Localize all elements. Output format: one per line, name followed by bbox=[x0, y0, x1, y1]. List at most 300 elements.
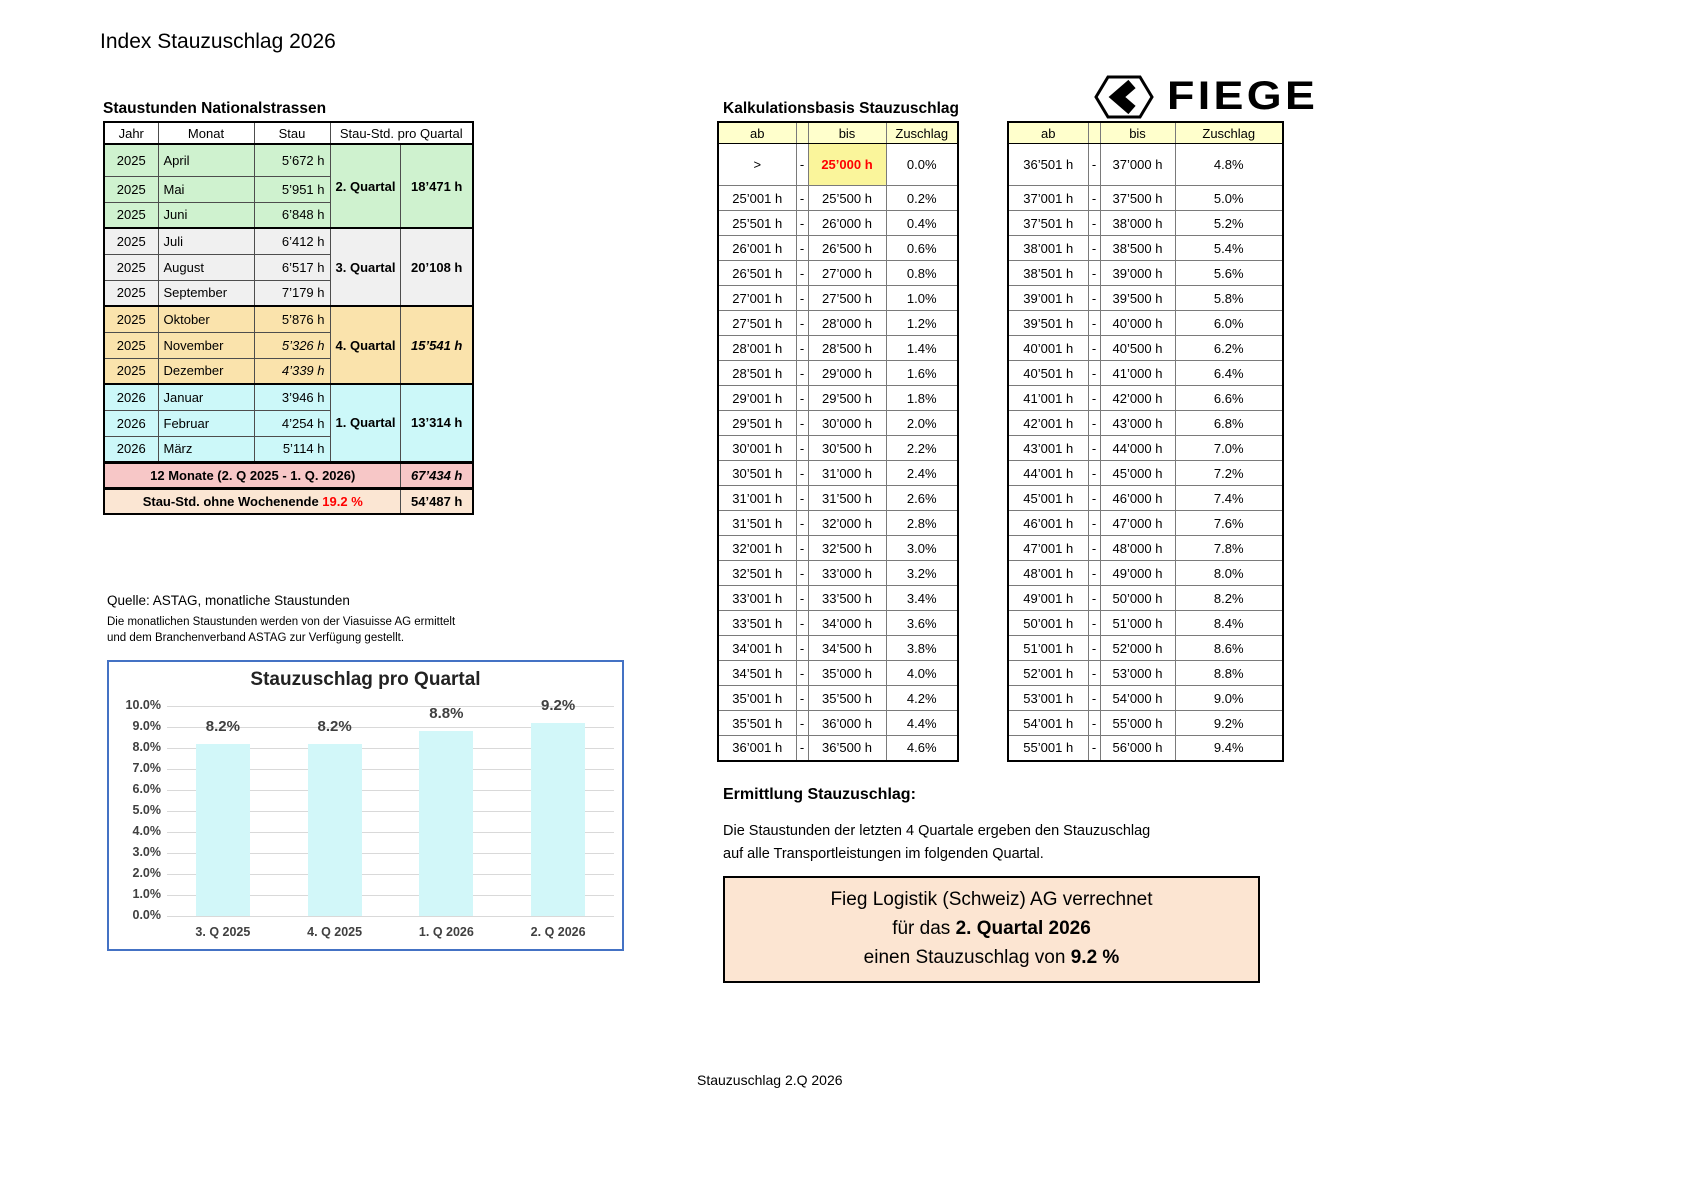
ab-cell: 31’501 h bbox=[718, 511, 796, 536]
ab-cell: 51’001 h bbox=[1008, 636, 1088, 661]
range-row bbox=[718, 686, 958, 711]
ab-cell: 54’001 h bbox=[1008, 711, 1088, 736]
bis-cell: 32’000 h bbox=[808, 511, 886, 536]
zuschlag-cell: 8.2% bbox=[1175, 586, 1283, 611]
range-row bbox=[718, 511, 958, 536]
bis-cell: 38’000 h bbox=[1100, 211, 1175, 236]
quarter-label-cell: 3. Quartal bbox=[330, 228, 401, 306]
dash-cell: - bbox=[1088, 286, 1100, 311]
dash-cell: - bbox=[1088, 611, 1100, 636]
stau-value-cell: 7’179 h bbox=[254, 280, 330, 306]
bis-cell: 37’000 h bbox=[1100, 144, 1175, 186]
bis-cell: 51’000 h bbox=[1100, 611, 1175, 636]
range-row bbox=[718, 386, 958, 411]
ab-cell: 32’001 h bbox=[718, 536, 796, 561]
range-row bbox=[718, 661, 958, 686]
zuschlag-cell: 3.8% bbox=[886, 636, 958, 661]
zuschlag-cell: 9.0% bbox=[1175, 686, 1283, 711]
range-row bbox=[718, 411, 958, 436]
range-row bbox=[1008, 236, 1283, 261]
range-row bbox=[1008, 686, 1283, 711]
dash-cell: - bbox=[796, 361, 808, 386]
quarter-label-cell: 1. Quartal bbox=[330, 384, 401, 462]
bis-cell: 30’000 h bbox=[808, 411, 886, 436]
bis-cell: 47’000 h bbox=[1100, 511, 1175, 536]
month-row bbox=[104, 306, 473, 332]
dash-cell: - bbox=[796, 261, 808, 286]
bis-cell: 39’000 h bbox=[1100, 261, 1175, 286]
column-header bbox=[1088, 122, 1100, 144]
range-row bbox=[718, 561, 958, 586]
year-cell: 2025 bbox=[104, 332, 158, 358]
stau-value-cell: 5’114 h bbox=[254, 436, 330, 462]
summary-row bbox=[104, 462, 473, 488]
bis-cell: 33’500 h bbox=[808, 586, 886, 611]
year-cell: 2025 bbox=[104, 254, 158, 280]
bis-cell: 55’000 h bbox=[1100, 711, 1175, 736]
range-row bbox=[718, 186, 958, 211]
verrechnung-line bbox=[725, 914, 1258, 943]
month-row bbox=[104, 228, 473, 254]
range-row bbox=[1008, 736, 1283, 761]
kalkulation-section bbox=[717, 100, 1297, 756]
dash-cell: - bbox=[796, 711, 808, 736]
quarter-total-cell: 18’471 h bbox=[401, 144, 473, 228]
range-row bbox=[1008, 144, 1283, 186]
verrechnung-line bbox=[725, 943, 1258, 972]
bis-cell: 25’000 h bbox=[808, 144, 886, 186]
range-row bbox=[1008, 661, 1283, 686]
dash-cell: - bbox=[1088, 411, 1100, 436]
zuschlag-cell: 2.8% bbox=[886, 511, 958, 536]
column-header: Jahr bbox=[104, 122, 158, 144]
ab-cell: 44’001 h bbox=[1008, 461, 1088, 486]
stau-value-cell: 5’876 h bbox=[254, 306, 330, 332]
bar-value-label: 8.2% bbox=[205, 717, 240, 735]
column-header: Zuschlag bbox=[1175, 122, 1283, 144]
range-row bbox=[718, 436, 958, 461]
ab-cell: 43’001 h bbox=[1008, 436, 1088, 461]
dash-cell: - bbox=[796, 461, 808, 486]
zuschlag-cell: 8.8% bbox=[1175, 661, 1283, 686]
bis-cell: 34’000 h bbox=[808, 611, 886, 636]
range-row bbox=[718, 144, 958, 186]
zuschlag-cell: 9.4% bbox=[1175, 736, 1283, 761]
zuschlag-cell: 4.4% bbox=[886, 711, 958, 736]
column-header: ab bbox=[1008, 122, 1088, 144]
zuschlag-cell: 4.2% bbox=[886, 686, 958, 711]
y-tick-label: 10.0% bbox=[125, 698, 161, 712]
bis-cell: 42’000 h bbox=[1100, 386, 1175, 411]
zuschlag-cell: 5.4% bbox=[1175, 236, 1283, 261]
summary-value-cell: 67’434 h bbox=[401, 462, 473, 488]
range-row bbox=[1008, 486, 1283, 511]
dash-cell: - bbox=[1088, 361, 1100, 386]
range-row bbox=[1008, 311, 1283, 336]
quarterly-surcharge-chart bbox=[107, 660, 624, 951]
dash-cell: - bbox=[796, 636, 808, 661]
zuschlag-cell: 4.8% bbox=[1175, 144, 1283, 186]
bar-value-label: 9.2% bbox=[541, 696, 576, 714]
ab-cell: 38’001 h bbox=[1008, 236, 1088, 261]
year-cell: 2025 bbox=[104, 202, 158, 228]
dash-cell: - bbox=[1088, 711, 1100, 736]
dash-cell: - bbox=[796, 486, 808, 511]
stau-value-cell: 6’412 h bbox=[254, 228, 330, 254]
quarter-label-cell: 2. Quartal bbox=[330, 144, 401, 228]
dash-cell: - bbox=[1088, 686, 1100, 711]
verrechnung-text: einen Stauzuschlag von bbox=[863, 947, 1071, 968]
range-row bbox=[1008, 461, 1283, 486]
month-cell: Dezember bbox=[158, 358, 254, 384]
ab-cell: 30’501 h bbox=[718, 461, 796, 486]
stau-value-cell: 4’254 h bbox=[254, 410, 330, 436]
dash-cell: - bbox=[1088, 636, 1100, 661]
dash-cell: - bbox=[796, 386, 808, 411]
ab-cell: 27’501 h bbox=[718, 311, 796, 336]
bis-cell: 32’500 h bbox=[808, 536, 886, 561]
range-row bbox=[718, 736, 958, 761]
zuschlag-cell: 0.8% bbox=[886, 261, 958, 286]
ab-cell: > bbox=[718, 144, 796, 186]
zuschlag-cell: 8.4% bbox=[1175, 611, 1283, 636]
year-cell: 2025 bbox=[104, 358, 158, 384]
dash-cell: - bbox=[1088, 311, 1100, 336]
y-tick-label: 6.0% bbox=[132, 782, 161, 796]
dash-cell: - bbox=[796, 286, 808, 311]
dash-cell: - bbox=[1088, 436, 1100, 461]
bis-cell: 31’500 h bbox=[808, 486, 886, 511]
verrechnung-line: Fieg Logistik (Schweiz) AG verrechnet bbox=[830, 889, 1153, 910]
zuschlag-cell: 1.4% bbox=[886, 336, 958, 361]
dash-cell: - bbox=[1088, 144, 1100, 186]
dash-cell: - bbox=[796, 311, 808, 336]
dash-cell: - bbox=[796, 736, 808, 761]
footer-text: Stauzuschlag 2.Q 2026 bbox=[697, 1072, 843, 1088]
column-header: Monat bbox=[158, 122, 254, 144]
kalkulation-table-right bbox=[1007, 121, 1284, 762]
ermittlung-heading: Ermittlung Stauzuschlag: bbox=[723, 786, 916, 803]
ab-cell: 28’001 h bbox=[718, 336, 796, 361]
weekend-row bbox=[104, 488, 473, 514]
dash-cell: - bbox=[796, 686, 808, 711]
dash-cell: - bbox=[1088, 211, 1100, 236]
verrechnung-percent: 9.2 % bbox=[1070, 947, 1120, 968]
zuschlag-cell: 7.8% bbox=[1175, 536, 1283, 561]
zuschlag-cell: 8.6% bbox=[1175, 636, 1283, 661]
column-header bbox=[796, 122, 808, 144]
ab-cell: 31’001 h bbox=[718, 486, 796, 511]
range-row bbox=[718, 286, 958, 311]
stau-value-cell: 6’517 h bbox=[254, 254, 330, 280]
stau-value-cell: 5’326 h bbox=[254, 332, 330, 358]
range-row bbox=[718, 586, 958, 611]
header-row bbox=[104, 122, 473, 144]
bis-cell: 54’000 h bbox=[1100, 686, 1175, 711]
ab-cell: 50’001 h bbox=[1008, 611, 1088, 636]
bis-cell: 44’000 h bbox=[1100, 436, 1175, 461]
bis-cell: 36’000 h bbox=[808, 711, 886, 736]
bis-cell: 45’000 h bbox=[1100, 461, 1175, 486]
kalkulation-title: Kalkulationsbasis Stauzuschlag bbox=[723, 100, 960, 117]
range-row bbox=[718, 236, 958, 261]
quarter-label-cell: 4. Quartal bbox=[330, 306, 401, 384]
bis-cell: 41’000 h bbox=[1100, 361, 1175, 386]
column-header: ab bbox=[718, 122, 796, 144]
staustunden-section bbox=[103, 100, 474, 515]
month-cell: Juli bbox=[158, 228, 254, 254]
dash-cell: - bbox=[1088, 386, 1100, 411]
range-row bbox=[1008, 361, 1283, 386]
ab-cell: 37’001 h bbox=[1008, 186, 1088, 211]
column-header: Stau-Std. pro Quartal bbox=[330, 122, 473, 144]
y-tick-label: 5.0% bbox=[132, 803, 161, 817]
x-tick-label: 3. Q 2025 bbox=[195, 925, 251, 939]
zuschlag-cell: 2.6% bbox=[886, 486, 958, 511]
verrechnung-box bbox=[723, 876, 1260, 983]
zuschlag-cell: 0.0% bbox=[886, 144, 958, 186]
column-header: Zuschlag bbox=[886, 122, 958, 144]
ab-cell: 27’001 h bbox=[718, 286, 796, 311]
bis-cell: 38’500 h bbox=[1100, 236, 1175, 261]
bis-cell: 46’000 h bbox=[1100, 486, 1175, 511]
zuschlag-cell: 3.4% bbox=[886, 586, 958, 611]
ab-cell: 32’501 h bbox=[718, 561, 796, 586]
zuschlag-cell: 8.0% bbox=[1175, 561, 1283, 586]
bis-cell: 26’000 h bbox=[808, 211, 886, 236]
ab-cell: 37’501 h bbox=[1008, 211, 1088, 236]
zuschlag-cell: 0.6% bbox=[886, 236, 958, 261]
month-cell: Juni bbox=[158, 202, 254, 228]
bar bbox=[308, 744, 362, 916]
dash-cell: - bbox=[1088, 461, 1100, 486]
bis-cell: 25’500 h bbox=[808, 186, 886, 211]
dash-cell: - bbox=[796, 186, 808, 211]
bis-cell: 56’000 h bbox=[1100, 736, 1175, 761]
bar bbox=[419, 731, 473, 916]
bis-cell: 28’500 h bbox=[808, 336, 886, 361]
zuschlag-cell: 5.2% bbox=[1175, 211, 1283, 236]
quarter-total-cell: 13’314 h bbox=[401, 384, 473, 462]
header-row bbox=[718, 122, 958, 144]
zuschlag-cell: 4.6% bbox=[886, 736, 958, 761]
bis-cell: 43’000 h bbox=[1100, 411, 1175, 436]
bis-cell: 40’000 h bbox=[1100, 311, 1175, 336]
stau-value-cell: 3’946 h bbox=[254, 384, 330, 410]
verrechnung-quarter: 2. Quartal 2026 bbox=[955, 918, 1091, 939]
gridline bbox=[167, 916, 614, 917]
dash-cell: - bbox=[796, 211, 808, 236]
range-row bbox=[1008, 336, 1283, 361]
range-row bbox=[718, 361, 958, 386]
ermittlung-section bbox=[723, 786, 1283, 983]
weekend-percent: 19.2 % bbox=[322, 493, 363, 509]
ab-cell: 36’501 h bbox=[1008, 144, 1088, 186]
zuschlag-cell: 4.0% bbox=[886, 661, 958, 686]
stau-value-cell: 6’848 h bbox=[254, 202, 330, 228]
zuschlag-cell: 0.4% bbox=[886, 211, 958, 236]
range-row bbox=[718, 336, 958, 361]
ab-cell: 52’001 h bbox=[1008, 661, 1088, 686]
ab-cell: 40’501 h bbox=[1008, 361, 1088, 386]
page-title: Index Stauzuschlag 2026 bbox=[100, 30, 336, 53]
ab-cell: 34’501 h bbox=[718, 661, 796, 686]
ab-cell: 29’001 h bbox=[718, 386, 796, 411]
summary-label-cell: 12 Monate (2. Q 2025 - 1. Q. 2026) bbox=[104, 462, 401, 488]
header-row bbox=[1008, 122, 1283, 144]
bis-cell: 34’500 h bbox=[808, 636, 886, 661]
zuschlag-cell: 1.6% bbox=[886, 361, 958, 386]
column-header: bis bbox=[1100, 122, 1175, 144]
zuschlag-cell: 2.2% bbox=[886, 436, 958, 461]
dash-cell: - bbox=[796, 411, 808, 436]
ab-cell: 33’001 h bbox=[718, 586, 796, 611]
dash-cell: - bbox=[1088, 586, 1100, 611]
y-tick-label: 3.0% bbox=[132, 845, 161, 859]
range-row bbox=[1008, 636, 1283, 661]
year-cell: 2025 bbox=[104, 144, 158, 176]
range-row bbox=[1008, 186, 1283, 211]
zuschlag-cell: 5.0% bbox=[1175, 186, 1283, 211]
y-tick-label: 7.0% bbox=[132, 761, 161, 775]
zuschlag-cell: 7.0% bbox=[1175, 436, 1283, 461]
range-row bbox=[1008, 286, 1283, 311]
dash-cell: - bbox=[1088, 536, 1100, 561]
range-row bbox=[1008, 536, 1283, 561]
ab-cell: 40’001 h bbox=[1008, 336, 1088, 361]
ab-cell: 53’001 h bbox=[1008, 686, 1088, 711]
month-cell: Februar bbox=[158, 410, 254, 436]
dash-cell: - bbox=[1088, 186, 1100, 211]
bis-cell: 26’500 h bbox=[808, 236, 886, 261]
ermittlung-text-line: Die Staustunden der letzten 4 Quartale ergeben den Stauzuschlag bbox=[723, 823, 1151, 839]
month-cell: Januar bbox=[158, 384, 254, 410]
range-row bbox=[1008, 511, 1283, 536]
fiege-logo-text: FIEGE bbox=[1167, 74, 1319, 118]
month-cell: September bbox=[158, 280, 254, 306]
zuschlag-cell: 3.0% bbox=[886, 536, 958, 561]
bar bbox=[196, 744, 250, 916]
year-cell: 2025 bbox=[104, 228, 158, 254]
ab-cell: 28’501 h bbox=[718, 361, 796, 386]
zuschlag-cell: 1.0% bbox=[886, 286, 958, 311]
month-row bbox=[104, 384, 473, 410]
month-cell: März bbox=[158, 436, 254, 462]
verrechnung-text: für das bbox=[892, 918, 956, 939]
ab-cell: 39’501 h bbox=[1008, 311, 1088, 336]
zuschlag-cell: 2.4% bbox=[886, 461, 958, 486]
zuschlag-cell: 3.2% bbox=[886, 561, 958, 586]
zuschlag-cell: 9.2% bbox=[1175, 711, 1283, 736]
x-tick-label: 1. Q 2026 bbox=[418, 925, 474, 939]
ab-cell: 33’501 h bbox=[718, 611, 796, 636]
y-tick-label: 2.0% bbox=[132, 866, 161, 880]
dash-cell: - bbox=[1088, 661, 1100, 686]
range-row bbox=[718, 636, 958, 661]
bar-value-label: 8.8% bbox=[429, 705, 464, 723]
range-row bbox=[718, 611, 958, 636]
x-tick-label: 4. Q 2025 bbox=[307, 925, 363, 939]
bis-cell: 31’000 h bbox=[808, 461, 886, 486]
staustunden-table bbox=[103, 121, 474, 515]
ab-cell: 25’501 h bbox=[718, 211, 796, 236]
bis-cell: 49’000 h bbox=[1100, 561, 1175, 586]
month-row bbox=[104, 144, 473, 176]
ermittlung-text-line: auf alle Transportleistungen im folgenden Quartal. bbox=[723, 846, 1044, 862]
range-row bbox=[1008, 211, 1283, 236]
dash-cell: - bbox=[1088, 261, 1100, 286]
bis-cell: 35’500 h bbox=[808, 686, 886, 711]
dash-cell: - bbox=[796, 561, 808, 586]
zuschlag-cell: 7.4% bbox=[1175, 486, 1283, 511]
range-row bbox=[1008, 386, 1283, 411]
ab-cell: 46’001 h bbox=[1008, 511, 1088, 536]
bis-cell: 30’500 h bbox=[808, 436, 886, 461]
range-row bbox=[1008, 711, 1283, 736]
year-cell: 2026 bbox=[104, 436, 158, 462]
range-row bbox=[718, 461, 958, 486]
zuschlag-cell: 6.0% bbox=[1175, 311, 1283, 336]
range-row bbox=[1008, 261, 1283, 286]
month-cell: November bbox=[158, 332, 254, 358]
weekend-label-cell bbox=[104, 488, 401, 514]
stau-value-cell: 5’672 h bbox=[254, 144, 330, 176]
range-row bbox=[718, 261, 958, 286]
quarter-total-cell: 15’541 h bbox=[401, 306, 473, 384]
zuschlag-cell: 5.6% bbox=[1175, 261, 1283, 286]
month-cell: Oktober bbox=[158, 306, 254, 332]
ab-cell: 36’001 h bbox=[718, 736, 796, 761]
zuschlag-cell: 7.6% bbox=[1175, 511, 1283, 536]
dash-cell: - bbox=[796, 436, 808, 461]
y-tick-label: 1.0% bbox=[132, 887, 161, 901]
dash-cell: - bbox=[796, 336, 808, 361]
zuschlag-cell: 1.8% bbox=[886, 386, 958, 411]
bis-cell: 37’500 h bbox=[1100, 186, 1175, 211]
source-note bbox=[107, 593, 455, 646]
bis-cell: 52’000 h bbox=[1100, 636, 1175, 661]
bis-cell: 28’000 h bbox=[808, 311, 886, 336]
range-row bbox=[1008, 561, 1283, 586]
weekend-label-text: Stau-Std. ohne Wochenende bbox=[142, 493, 323, 509]
dash-cell: - bbox=[796, 586, 808, 611]
month-cell: August bbox=[158, 254, 254, 280]
range-row bbox=[1008, 586, 1283, 611]
y-tick-label: 0.0% bbox=[132, 908, 161, 922]
dash-cell: - bbox=[796, 144, 808, 186]
zuschlag-cell: 6.6% bbox=[1175, 386, 1283, 411]
ab-cell: 26’501 h bbox=[718, 261, 796, 286]
source-line: Quelle: ASTAG, monatliche Staustunden bbox=[107, 593, 350, 608]
zuschlag-cell: 6.2% bbox=[1175, 336, 1283, 361]
range-row bbox=[718, 311, 958, 336]
zuschlag-cell: 2.0% bbox=[886, 411, 958, 436]
y-tick-label: 4.0% bbox=[132, 824, 161, 838]
ab-cell: 45’001 h bbox=[1008, 486, 1088, 511]
range-row bbox=[1008, 611, 1283, 636]
range-row bbox=[1008, 411, 1283, 436]
column-header: bis bbox=[808, 122, 886, 144]
month-cell: April bbox=[158, 144, 254, 176]
bis-cell: 33’000 h bbox=[808, 561, 886, 586]
dash-cell: - bbox=[1088, 486, 1100, 511]
range-row bbox=[718, 711, 958, 736]
dash-cell: - bbox=[1088, 236, 1100, 261]
bis-cell: 36’500 h bbox=[808, 736, 886, 761]
bar-value-label: 8.2% bbox=[317, 717, 352, 735]
bis-cell: 35’000 h bbox=[808, 661, 886, 686]
ab-cell: 47’001 h bbox=[1008, 536, 1088, 561]
